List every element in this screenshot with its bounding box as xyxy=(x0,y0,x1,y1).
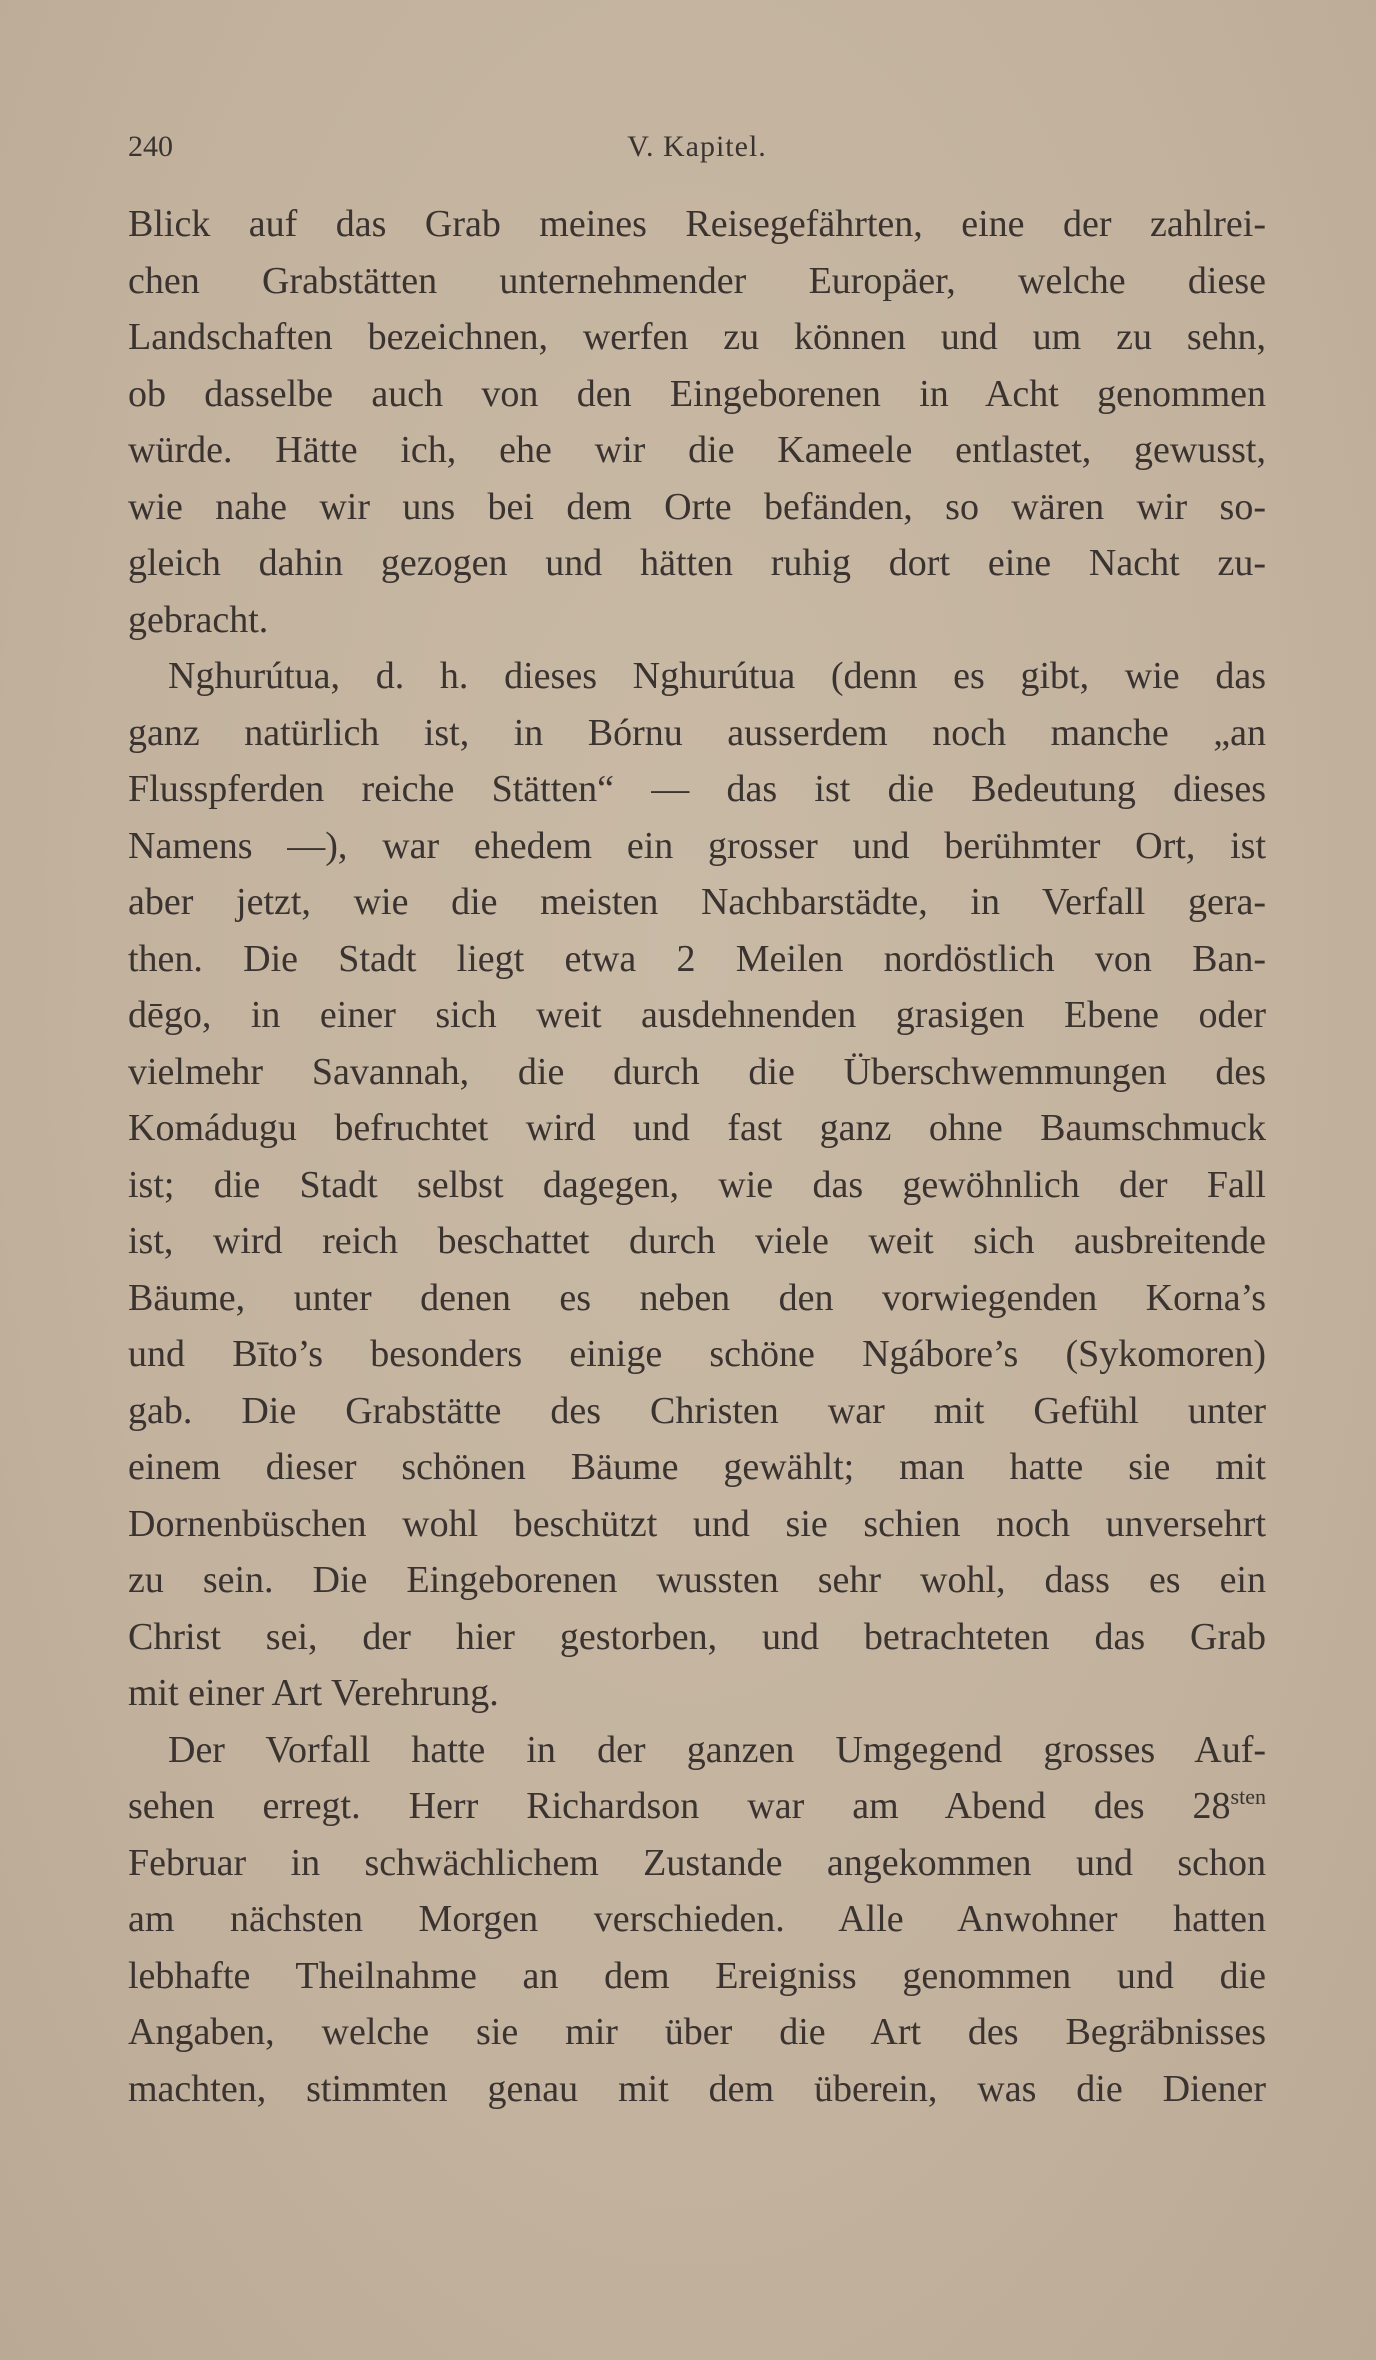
text-line: gleich dahin gezogen und hätten ruhig dort eine Nacht zu- xyxy=(128,542,1266,584)
text-line: Blick auf das Grab meines Reisegefährten, eine der zahlrei- xyxy=(128,203,1266,245)
text-line: aber jetzt, wie die meisten Nachbarstädte, in Verfall gera- xyxy=(128,881,1266,923)
text-line: Angaben, welche sie mir über die Art des Begräbnisses xyxy=(128,2011,1266,2053)
text-line: ist; die Stadt selbst dagegen, wie das gewöhnlich der Fall xyxy=(128,1163,1266,1206)
text-line: gab. Die Grabstätte des Christen war mit Gefühl unter xyxy=(128,1389,1266,1432)
text-line: Komádugu befruchtet wird und fast ganz ohne Baumschmuck xyxy=(128,1107,1266,1149)
text-line: Bäume, unter denen es neben den vorwiegenden Korna’s xyxy=(128,1276,1266,1319)
text-line: einem dieser schönen Bäume gewählt; man hatte sie mit xyxy=(128,1446,1266,1488)
text-line: Der Vorfall hatte in der ganzen Umgegend grosses Auf- xyxy=(168,1728,1266,1771)
text-line: zu sein. Die Eingeborenen wussten sehr wohl, dass es ein xyxy=(128,1559,1266,1601)
text-line: und Bīto’s besonders einige schöne Ngábore’s (Sykomoren) xyxy=(128,1333,1266,1375)
text-line: ganz natürlich ist, in Bórnu ausserdem noch manche „an xyxy=(128,711,1266,754)
text-line: lebhafte Theilnahme an dem Ereigniss genommen und die xyxy=(128,1954,1266,1997)
page-number: 240 xyxy=(128,130,173,163)
superscript: sten xyxy=(1230,1784,1266,1809)
text-line: Dornenbüschen wohl beschützt und sie schien noch unversehrt xyxy=(128,1502,1266,1545)
text-line: then. Die Stadt liegt etwa 2 Meilen nordöstlich von Ban- xyxy=(128,937,1266,980)
text-line: ist, wird reich beschattet durch viele weit sich ausbreitende xyxy=(128,1220,1266,1262)
text-line: Februar in schwächlichem Zustande angekommen und schon xyxy=(128,1841,1266,1884)
text-line: Landschaften bezeichnen, werfen zu können und um zu sehn, xyxy=(128,316,1266,358)
text-line: wie nahe wir uns bei dem Orte befänden, so wären wir so- xyxy=(128,485,1266,528)
text-line: Nghurútua, d. h. dieses Nghurútua (denn es gibt, wie das xyxy=(168,655,1266,697)
text-line: mit einer Art Verehrung. xyxy=(128,1672,499,1714)
text-line: am nächsten Morgen verschieden. Alle Anwohner hatten xyxy=(128,1898,1266,1940)
text-line: Christ sei, der hier gestorben, und betrachteten das Grab xyxy=(128,1615,1266,1658)
text-line-with-superscript xyxy=(128,1778,1266,1835)
text-segment: sehen erregt. Herr Richardson war am Abend des 28 xyxy=(128,1785,1231,1827)
text-line: ob dasselbe auch von den Eingeborenen in Acht genommen xyxy=(128,372,1266,415)
text-line: dēgo, in einer sich weit ausdehnenden grasigen Ebene oder xyxy=(128,994,1266,1036)
running-title: V. Kapitel. xyxy=(627,130,767,163)
page-header xyxy=(128,130,1266,180)
text-line: Flusspferden reiche Stätten“ — das ist die Bedeutung dieses xyxy=(128,768,1266,810)
text-line: chen Grabstätten unternehmender Europäer, welche diese xyxy=(128,259,1266,302)
text-line: machten, stimmten genau mit dem überein, was die Diener xyxy=(128,2067,1266,2110)
text-line: Namens —), war ehedem ein grosser und berühmter Ort, ist xyxy=(128,824,1266,867)
text-line: vielmehr Savannah, die durch die Überschwemmungen des xyxy=(128,1050,1266,1093)
text-line: würde. Hätte ich, ehe wir die Kameele entlastet, gewusst, xyxy=(128,429,1266,471)
text-line: gebracht. xyxy=(128,598,269,641)
body-text xyxy=(128,196,1266,2117)
